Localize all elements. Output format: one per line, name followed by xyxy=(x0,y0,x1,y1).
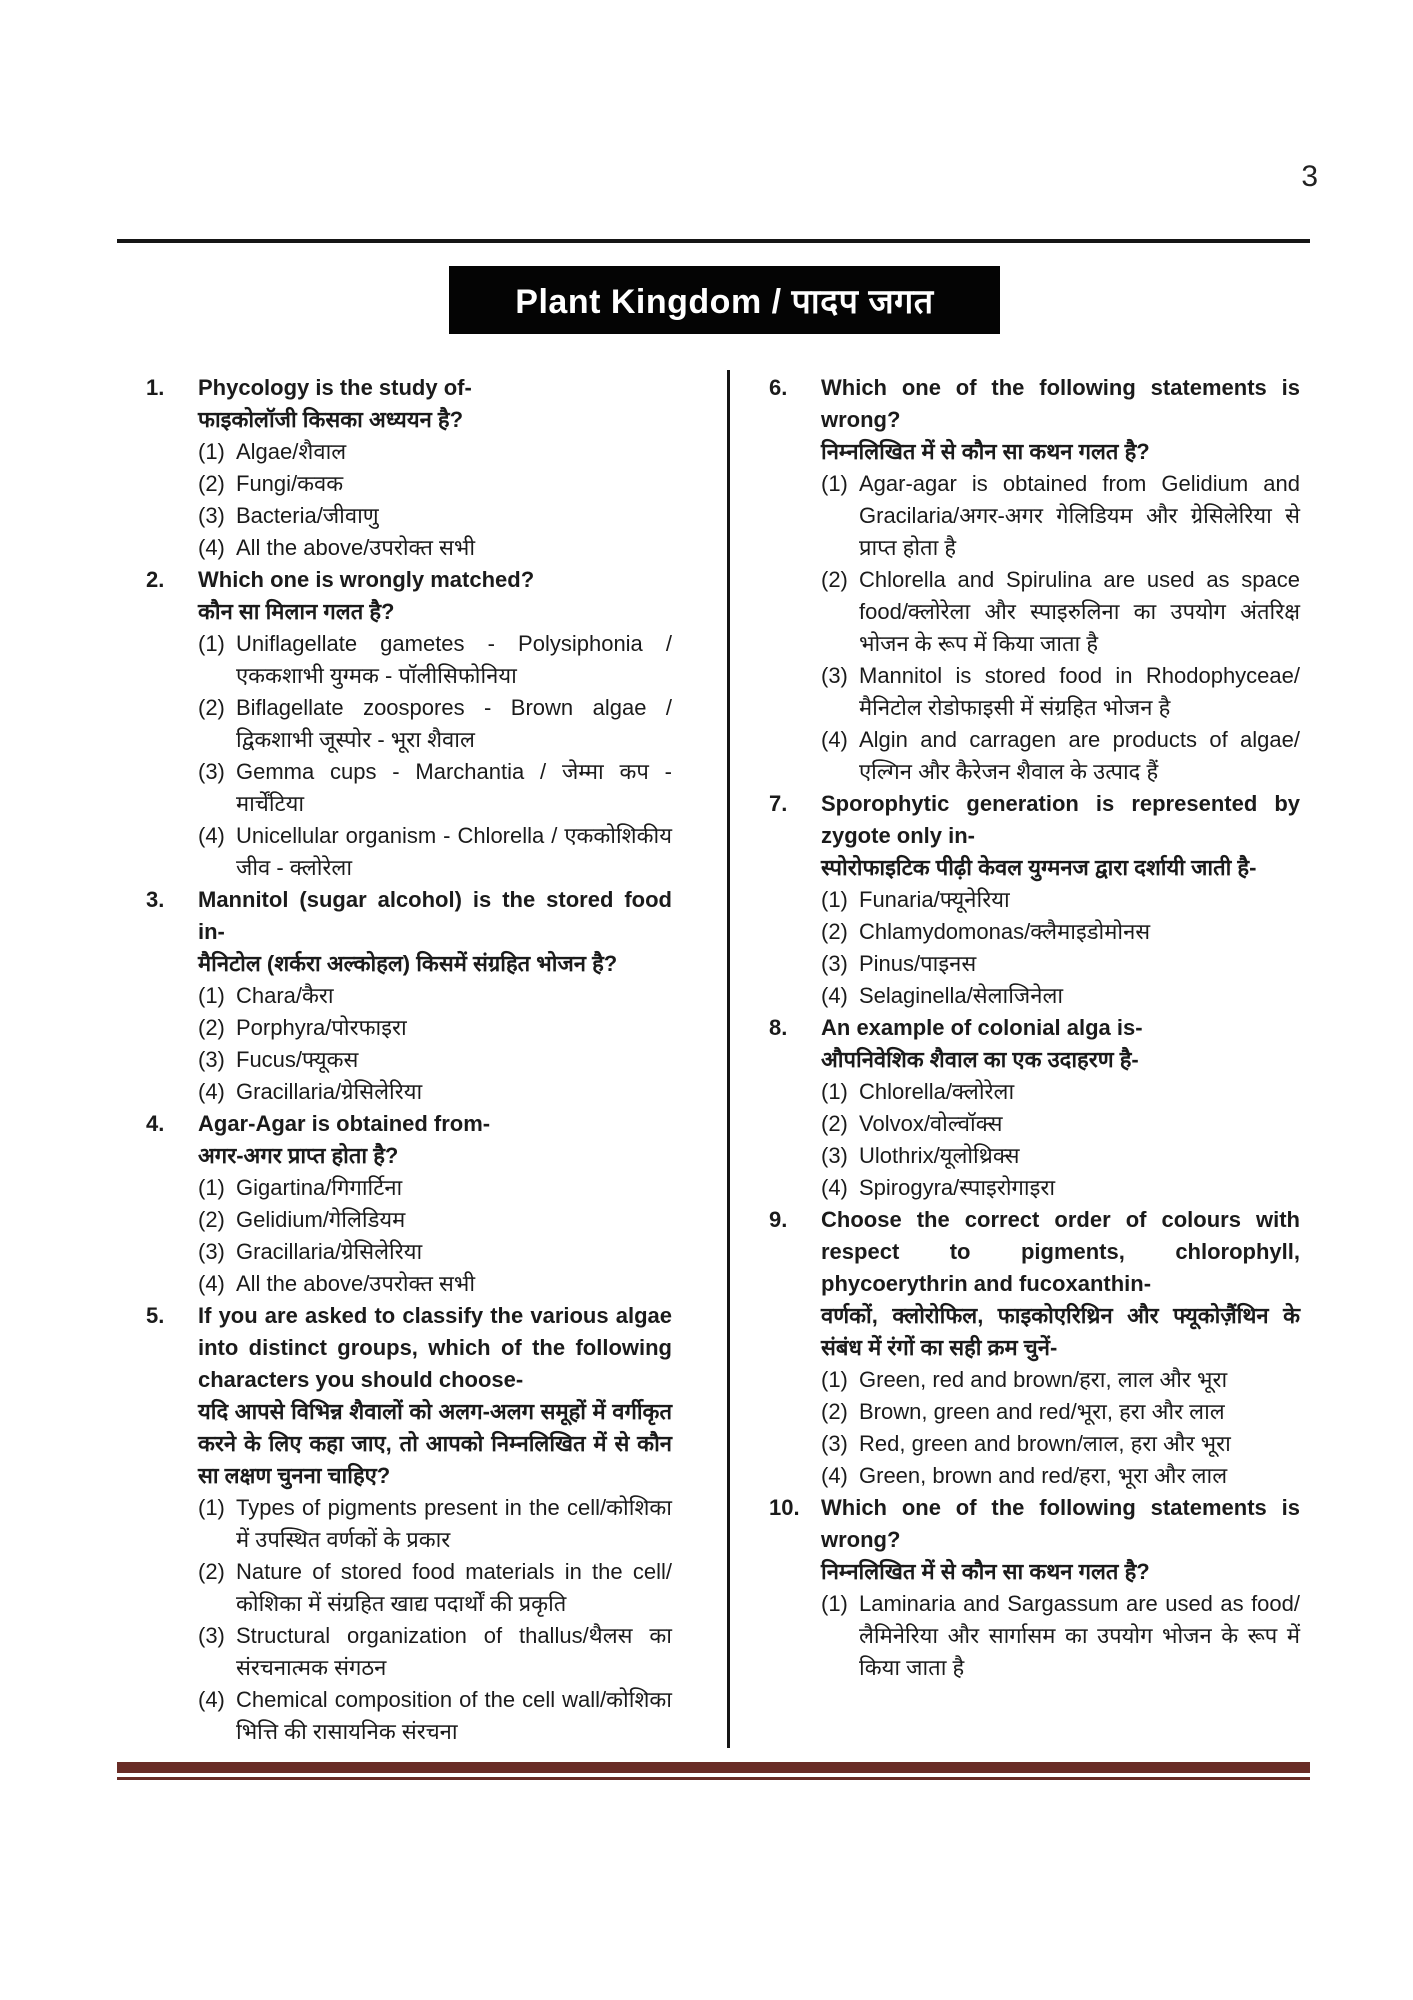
option xyxy=(198,500,672,532)
option-label: (2) xyxy=(198,695,225,720)
option-text: Bacteria/जीवाणु xyxy=(236,503,379,528)
option-label: (1) xyxy=(198,983,225,1008)
option-label: (4) xyxy=(821,1463,848,1488)
option xyxy=(821,1076,1300,1108)
option xyxy=(821,468,1300,564)
option xyxy=(198,532,672,564)
option xyxy=(198,1684,672,1748)
option-label: (2) xyxy=(821,1399,848,1424)
question-text-hi: यदि आपसे विभिन्न शैवालों को अलग-अलग समूहों में वर्गीकृत करने के लिए कहा जाए, तो आपको निम्नलिखित में से कौन सा लक्षण चुनना चाहिए? xyxy=(198,1399,672,1488)
question-text-en: Choose the correct order of colours with respect to pigments, chlorophyll, phycoerythrin and fucoxanthin- xyxy=(821,1207,1300,1296)
option-text: Fucus/फ्यूकस xyxy=(236,1047,359,1072)
option xyxy=(198,468,672,500)
option-label: (4) xyxy=(821,983,848,1008)
question-number: 5. xyxy=(146,1303,165,1328)
option xyxy=(198,436,672,468)
option-label: (2) xyxy=(198,471,225,496)
option-label: (3) xyxy=(821,1431,848,1456)
option-text: Nature of stored food materials in the cell/कोशिका में संग्रहित खाद्य पदार्थों की प्रकृति xyxy=(236,1559,672,1616)
option-text: Algae/शैवाल xyxy=(236,439,347,464)
option xyxy=(198,756,672,820)
option-label: (3) xyxy=(198,503,225,528)
option-text: Chlorella/क्लोरेला xyxy=(859,1079,1015,1104)
option-text: Mannitol is stored food in Rhodophyceae/मैनिटोल रोडोफाइसी में संग्रहित भोजन है xyxy=(859,663,1300,720)
option xyxy=(198,1236,672,1268)
option xyxy=(198,1620,672,1684)
option-label: (4) xyxy=(198,1687,225,1712)
option xyxy=(821,1108,1300,1140)
page-number: 3 xyxy=(1301,160,1318,193)
question-text-en: Which one is wrongly matched? xyxy=(198,567,535,592)
option-text: Volvox/वोल्वॉक्स xyxy=(859,1111,1003,1136)
question-text-hi: अगर-अगर प्राप्त होता है? xyxy=(198,1143,399,1168)
question-text-en: Phycology is the study of- xyxy=(198,375,472,400)
option-text: Algin and carragen are products of algae/एल्गिन और कैरेजन शैवाल के उत्पाद हैं xyxy=(859,727,1300,784)
question-body xyxy=(198,1108,672,1300)
option-text: Gelidium/गेलिडियम xyxy=(236,1207,406,1232)
option xyxy=(821,1396,1300,1428)
option-text: Gracillaria/ग्रेसिलेरिया xyxy=(236,1239,423,1264)
option-text: All the above/उपरोक्त सभी xyxy=(236,535,476,560)
option-label: (1) xyxy=(821,1079,848,1104)
option-label: (1) xyxy=(198,1495,225,1520)
option-label: (1) xyxy=(821,471,848,496)
question xyxy=(769,372,1300,788)
option-label: (3) xyxy=(198,1047,225,1072)
question-text-hi: वर्णकों, क्लोरोफिल, फाइकोएरिथ्रिन और फ्यूकोज़ैंथिन के संबंध में रंगों का सही क्रम चुनें- xyxy=(821,1303,1300,1360)
question-body xyxy=(198,1300,672,1748)
option-text: Brown, green and red/भूरा, हरा और लाल xyxy=(859,1399,1225,1424)
question xyxy=(146,884,672,1108)
footer-rule-thin xyxy=(117,1777,1310,1780)
option xyxy=(821,916,1300,948)
option-label: (4) xyxy=(198,1271,225,1296)
option-text: Green, red and brown/हरा, लाल और भूरा xyxy=(859,1367,1228,1392)
question-text-hi: कौन सा मिलान गलत है? xyxy=(198,599,395,624)
option-text: Agar-agar is obtained from Gelidium and Gracilaria/अगर-अगर गेलिडियम और ग्रेसिलेरिया से प्राप्त होता है xyxy=(859,471,1300,560)
option-label: (2) xyxy=(821,567,848,592)
option-text: Pinus/पाइनस xyxy=(859,951,977,976)
question-number: 1. xyxy=(146,375,165,400)
question-text-hi: निम्नलिखित में से कौन सा कथन गलत है? xyxy=(821,1559,1150,1584)
option-text: Chara/कैरा xyxy=(236,983,334,1008)
option xyxy=(821,980,1300,1012)
question-text-en: An example of colonial alga is- xyxy=(821,1015,1143,1040)
option-text: Unicellular organism - Chlorella / एककोशिकीय जीव - क्लोरेला xyxy=(236,823,672,880)
option-label: (1) xyxy=(821,1367,848,1392)
option xyxy=(821,724,1300,788)
option-label: (3) xyxy=(198,1623,225,1648)
question-text-en: If you are asked to classify the various algae into distinct groups, which of the following characters you should choose- xyxy=(198,1303,672,1392)
option-text: Funaria/फ्यूनेरिया xyxy=(859,887,1010,912)
question-number: 6. xyxy=(769,375,788,400)
option-text: Fungi/कवक xyxy=(236,471,344,496)
question-body xyxy=(198,564,672,884)
option xyxy=(821,1140,1300,1172)
option-label: (4) xyxy=(821,727,848,752)
option-label: (4) xyxy=(198,823,225,848)
option-text: Biflagellate zoospores - Brown algae / द्विकशाभी जूस्पोर - भूरा शैवाल xyxy=(236,695,672,752)
question-number: 4. xyxy=(146,1111,165,1136)
option-label: (4) xyxy=(821,1175,848,1200)
option-label: (4) xyxy=(198,1079,225,1104)
option xyxy=(198,628,672,692)
question-text-hi: निम्नलिखित में से कौन सा कथन गलत है? xyxy=(821,439,1150,464)
question-number: 9. xyxy=(769,1207,788,1232)
question-number: 7. xyxy=(769,791,788,816)
question-text-hi: स्पोरोफाइटिक पीढ़ी केवल युग्मनज द्वारा दर्शायी जाती है- xyxy=(821,855,1257,880)
option-label: (2) xyxy=(821,919,848,944)
question-text-en: Sporophytic generation is represented by zygote only in- xyxy=(821,791,1300,848)
option-text: Ulothrix/यूलोथ्रिक्स xyxy=(859,1143,1020,1168)
question-number: 2. xyxy=(146,567,165,592)
question-number: 10. xyxy=(769,1495,800,1520)
footer-rule-thick xyxy=(117,1762,1310,1773)
option-label: (3) xyxy=(821,663,848,688)
option xyxy=(198,692,672,756)
option xyxy=(821,1588,1300,1684)
question-body xyxy=(821,1012,1300,1204)
option-text: Gemma cups - Marchantia / जेम्मा कप - मार्चेंटिया xyxy=(236,759,672,816)
option-text: Selaginella/सेलाजिनेला xyxy=(859,983,1064,1008)
option-label: (1) xyxy=(821,1591,848,1616)
option-text: Gracillaria/ग्रेसिलेरिया xyxy=(236,1079,423,1104)
option xyxy=(198,1172,672,1204)
option-text: Uniflagellate gametes - Polysiphonia / एककशाभी युग्मक - पॉलीसिफोनिया xyxy=(236,631,672,688)
option-label: (3) xyxy=(821,1143,848,1168)
option-text: Types of pigments present in the cell/कोशिका में उपस्थित वर्णकों के प्रकार xyxy=(236,1495,672,1552)
option xyxy=(821,1428,1300,1460)
option-text: All the above/उपरोक्त सभी xyxy=(236,1271,476,1296)
option xyxy=(198,820,672,884)
question-body xyxy=(821,372,1300,788)
question xyxy=(146,1300,672,1748)
question xyxy=(146,1108,672,1300)
section-title: Plant Kingdom / पादप जगत xyxy=(515,283,934,321)
question-text-hi: मैनिटोल (शर्करा अल्कोहल) किसमें संग्रहित भोजन है? xyxy=(198,951,618,976)
option-label: (1) xyxy=(198,631,225,656)
option xyxy=(198,980,672,1012)
question xyxy=(769,1492,1300,1684)
question xyxy=(146,372,672,564)
option-label: (2) xyxy=(198,1015,225,1040)
question-body xyxy=(821,788,1300,1012)
question xyxy=(769,788,1300,1012)
question-text-en: Mannitol (sugar alcohol) is the stored food in- xyxy=(198,887,672,944)
option-label: (2) xyxy=(198,1207,225,1232)
question-body xyxy=(198,884,672,1108)
question-number: 3. xyxy=(146,887,165,912)
question-number: 8. xyxy=(769,1015,788,1040)
option-label: (1) xyxy=(198,1175,225,1200)
option xyxy=(198,1268,672,1300)
option xyxy=(821,564,1300,660)
option-text: Porphyra/पोरफाइरा xyxy=(236,1015,407,1040)
option-text: Chlamydomonas/क्लैमाइडोमोनस xyxy=(859,919,1151,944)
option-text: Laminaria and Sargassum are used as food/लैमिनेरिया और सार्गासम का उपयोग भोजन के रूप में किया जाता है xyxy=(859,1591,1300,1680)
option-label: (1) xyxy=(821,887,848,912)
option xyxy=(198,1076,672,1108)
option-label: (1) xyxy=(198,439,225,464)
column-divider xyxy=(727,370,730,1748)
option-text: Green, brown and red/हरा, भूरा और लाल xyxy=(859,1463,1228,1488)
option-text: Structural organization of thallus/थैलस का संरचनात्मक संगठन xyxy=(236,1623,672,1680)
option-text: Red, green and brown/लाल, हरा और भूरा xyxy=(859,1431,1231,1456)
question-text-en: Which one of the following statements is wrong? xyxy=(821,375,1300,432)
option-label: (4) xyxy=(198,535,225,560)
option xyxy=(821,1364,1300,1396)
option xyxy=(198,1556,672,1620)
option-label: (2) xyxy=(198,1559,225,1584)
option xyxy=(198,1012,672,1044)
option xyxy=(198,1044,672,1076)
question-body xyxy=(821,1204,1300,1492)
option xyxy=(198,1492,672,1556)
option-text: Spirogyra/स्पाइरोगाइरा xyxy=(859,1175,1056,1200)
option xyxy=(821,1172,1300,1204)
option xyxy=(821,948,1300,980)
header-rule xyxy=(117,239,1310,243)
question-body xyxy=(821,1492,1300,1684)
question xyxy=(769,1012,1300,1204)
question-column-left xyxy=(146,372,672,1748)
option-label: (3) xyxy=(198,759,225,784)
option xyxy=(198,1204,672,1236)
option-text: Chlorella and Spirulina are used as space food/क्लोरेला और स्पाइरुलिना का उपयोग अंतरिक्ष भोजन के रूप में किया जाता है xyxy=(859,567,1300,656)
option-label: (3) xyxy=(198,1239,225,1264)
question xyxy=(146,564,672,884)
question-text-en: Agar-Agar is obtained from- xyxy=(198,1111,491,1136)
section-title-banner xyxy=(449,266,1000,334)
question-text-hi: फाइकोलॉजी किसका अध्ययन है? xyxy=(198,407,464,432)
option xyxy=(821,660,1300,724)
option-text: Chemical composition of the cell wall/कोशिका भित्ति की रासायनिक संरचना xyxy=(236,1687,672,1744)
question-column-right xyxy=(769,372,1300,1684)
question xyxy=(769,1204,1300,1492)
option-label: (2) xyxy=(821,1111,848,1136)
option-text: Gigartina/गिगार्टिना xyxy=(236,1175,403,1200)
question-text-hi: औपनिवेशिक शैवाल का एक उदाहरण है- xyxy=(821,1047,1139,1072)
question-body xyxy=(198,372,672,564)
question-text-en: Which one of the following statements is wrong? xyxy=(821,1495,1300,1552)
option xyxy=(821,1460,1300,1492)
option-label: (3) xyxy=(821,951,848,976)
option xyxy=(821,884,1300,916)
